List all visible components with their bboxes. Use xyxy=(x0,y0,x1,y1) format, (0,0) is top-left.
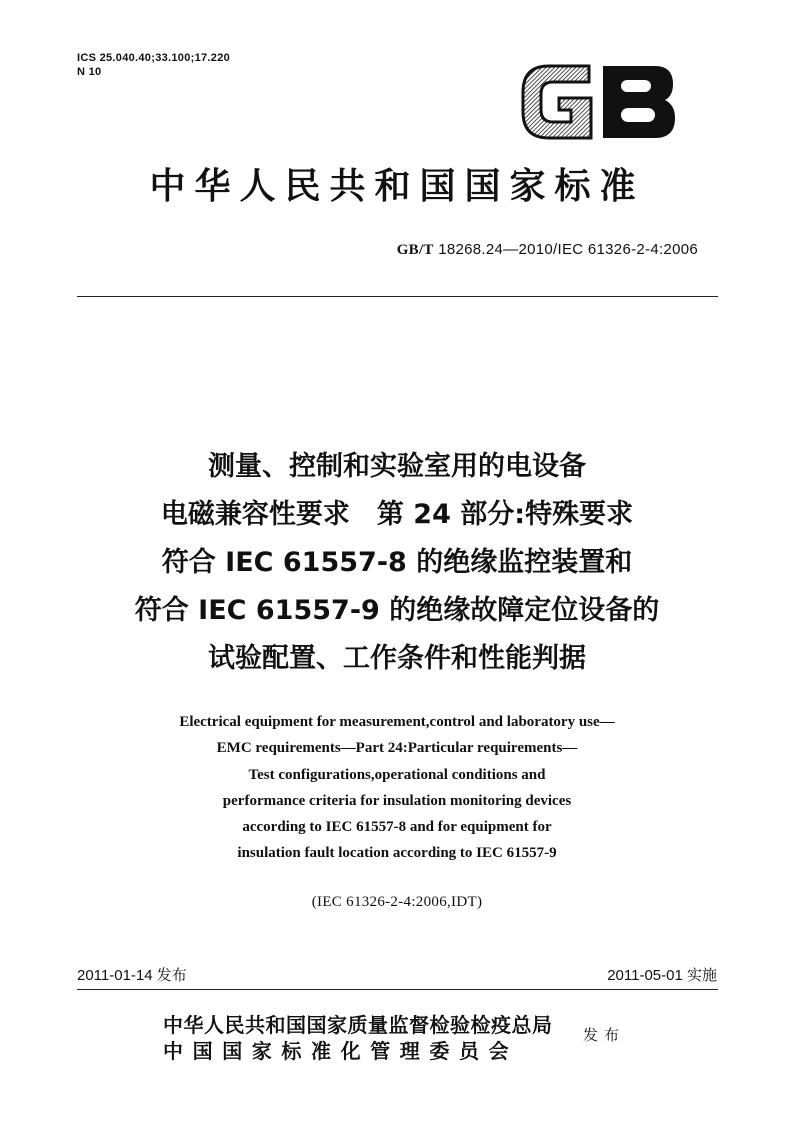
chinese-title-line: 符合 IEC 61557-9 的绝缘故障定位设备的 xyxy=(134,595,660,626)
english-title-line: Electrical equipment for measurement,control and laboratory use— xyxy=(179,714,615,730)
equivalence-note: (IEC 61326-2-4:2006,IDT) xyxy=(311,894,483,910)
english-title-line: according to IEC 61557-8 and for equipment for xyxy=(242,819,552,836)
top-divider xyxy=(77,296,718,297)
issuer-sac: 中国国家标准化管理委员会 xyxy=(163,1039,519,1063)
implementation-date: 2011-05-01 实施 xyxy=(607,967,717,984)
chinese-title xyxy=(0,443,794,683)
chinese-title-line: 电磁兼容性要求 第 24 部分:特殊要求 xyxy=(160,499,634,530)
english-title-line: EMC requirements—Part 24:Particular requirements— xyxy=(216,740,578,757)
english-title-line: Test configurations,operational conditions and xyxy=(248,766,546,783)
chinese-title-line: 测量、控制和实验室用的电设备 xyxy=(208,451,586,482)
standard-code-number: 18268.24—2010/IEC 61326-2-4:2006 xyxy=(438,241,698,258)
issuer-aqsiq: 中华人民共和国国家质量监督检验检疫总局 xyxy=(163,1013,553,1037)
english-title xyxy=(0,709,794,867)
english-title-line: performance criteria for insulation monitoring devices xyxy=(222,792,572,809)
english-title-line: insulation fault location according to IEC 61557-9 xyxy=(237,845,557,862)
chinese-title-line: 符合 IEC 61557-8 的绝缘监控装置和 xyxy=(161,547,633,578)
issue-date: 2011-01-14 发布 xyxy=(77,967,187,984)
national-standard-title: 中华人民共和国国家标准 xyxy=(149,165,645,207)
ccs-code: N 10 xyxy=(77,66,102,78)
ics-code: ICS 25.040.40;33.100;17.220 xyxy=(77,52,231,64)
standard-code-prefix: GB/T xyxy=(396,242,434,258)
ics-classification xyxy=(77,51,230,79)
gb-logo-icon xyxy=(519,60,679,144)
standard-code xyxy=(397,241,698,259)
chinese-title-line: 试验配置、工作条件和性能判据 xyxy=(208,643,586,674)
publish-label: 发布 xyxy=(583,1026,626,1044)
bottom-divider xyxy=(77,989,718,990)
